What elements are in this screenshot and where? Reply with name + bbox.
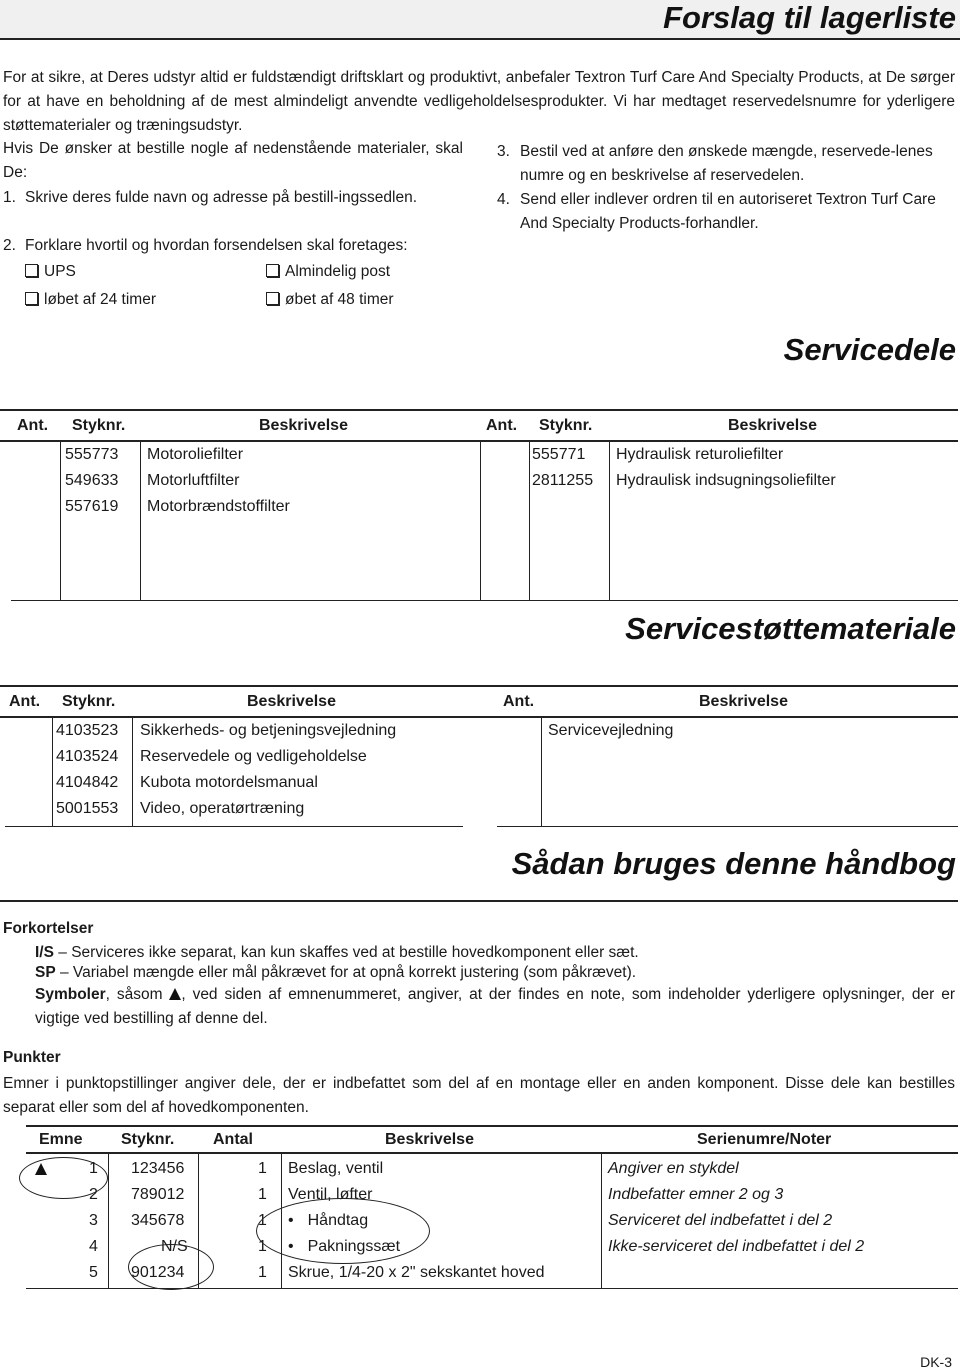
part-description: • Pakningssæt [288,1238,401,1255]
col-divider [480,441,481,601]
bullet-icon: • [288,1212,294,1229]
checkbox-icon [266,264,279,277]
table-rule-bottom [497,826,958,827]
support-heading: Servicestøttemateriale [625,611,956,646]
checkbox-icon [25,292,38,305]
col-header-styknr: Styknr. [62,693,116,710]
col-header-beskrivelse: Beskrivelse [247,693,336,710]
checkbox-icon [25,264,38,277]
callout-ellipse [19,1157,108,1199]
col-divider [601,1153,602,1289]
col-divider [52,717,53,827]
howto-heading: Sådan bruges denne håndbog [511,846,956,881]
col-divider [541,717,542,827]
abbr-is-key: I/S [35,944,54,961]
item-number: 1 [89,1160,98,1177]
intro-paragraph: For at sikre, at Deres udstyr altid er fuldstændigt driftsklart og produktivt, anbefaler Textron Turf Care And Specialty Products, at De sørger for at have en beholdning af de mest almindeligt anvendte vedligeholdelsesprodukter. Vi har medtaget reservedelsnumre for yderligere støttematerialer og træningsudstyr. [3,69,955,134]
col-header-emne: Emne [39,1131,83,1148]
option-48-timer: øbet af 48 timer [266,288,394,312]
part-number: 4104842 [56,774,119,791]
symbol-key: Symboler [35,986,106,1003]
abbr-sp-key: SP [35,964,56,981]
table-rule-header [0,716,958,718]
part-description: Beslag, ventil [288,1160,384,1177]
part-number: 789012 [131,1186,185,1203]
part-description: Servicevejledning [548,722,674,739]
serial-note: Indbefatter emner 2 og 3 [608,1186,784,1203]
quantity: 1 [258,1212,267,1229]
item-number: 3 [89,1212,98,1229]
item-number: 2 [89,1186,98,1203]
part-number: 2811255 [532,472,594,489]
abbr-sp-text: – Variabel mængde eller mål påkrævet for at opnå korrekt justering (som påkrævet). [60,964,637,981]
col-header-styknr: Styknr. [121,1131,175,1148]
col-divider [609,441,610,601]
col-header-beskrivelse: Beskrivelse [385,1131,474,1148]
callout-ellipse [128,1244,214,1290]
table-rule-bottom [11,600,958,601]
part-number: 123456 [131,1160,185,1177]
order-lead: Hvis De ønsker at bestille nogle af nedenstående materialer, skal De: [3,140,463,181]
col-header-ant: Ant. [9,693,41,710]
part-number: 549633 [65,472,119,489]
table-rule-bottom [5,826,463,827]
part-description: Skrue, 1/4-20 x 2" sekskantet hoved [288,1264,545,1281]
part-description: Hydraulisk returoliefilter [616,446,784,463]
page-number: DK-3 [920,1354,952,1370]
step3-number: 3. [497,143,510,160]
col-divider [529,441,530,601]
abbr-symbol-line: Symboler, såsom , ved siden af emnenummeret, angiver, at der findes en note, som indeholder yderligere oplysninger, der er vigtige ved bestilling af denne del. [35,986,955,1027]
serial-note: Angiver en stykdel [608,1160,739,1177]
abbr-sp-line [35,961,955,985]
triangle-icon [169,988,181,1000]
part-description: Sikkerheds- og betjeningsvejledning [140,722,397,739]
item-number: 5 [89,1264,98,1281]
step1-text: Skrive deres fulde navn og adresse på bestill-ingssedlen. [25,189,418,206]
option-ups: UPS [25,260,76,284]
part-description: Reservedele og vedligeholdelse [140,748,367,765]
part-description: Motoroliefilter [147,446,244,463]
table-rule-top [0,685,958,687]
abbreviations-title: Forkortelser [3,920,94,937]
part-number: 555771 [532,446,586,463]
option-almindelig-post: Almindelig post [266,260,390,284]
table-rule-header [26,1152,958,1154]
col-header-styknr: Styknr. [72,417,126,434]
quantity: 1 [258,1160,267,1177]
table-rule-top [26,1125,958,1127]
checkbox-icon [266,292,279,305]
col-header-beskrivelse: Beskrivelse [259,417,348,434]
bullet-icon: • [288,1238,294,1255]
col-header-ant: Ant. [503,693,535,710]
col-header-ant: Ant. [486,417,518,434]
part-description: Motorluftfilter [147,472,240,489]
quantity: 1 [258,1264,267,1281]
step4-text: Send eller indlever ordren til en autoriseret Textron Turf Care And Specialty Products-forhandler. [520,191,936,232]
part-number: 4103524 [56,748,119,765]
punkter-text: Emner i punktopstillinger angiver dele, der er indbefattet som del af en montage eller en anden komponent. Disse dele kan bestilles separat eller som del af hovedkomponenten. [3,1075,955,1116]
quantity: 1 [258,1238,267,1255]
part-description: Video, operatørtræning [140,800,305,817]
step4-number: 4. [497,191,510,208]
step2-text: Forklare hvortil og hvordan forsendelsen skal foretages: [25,237,408,254]
part-number: 557619 [65,498,119,515]
part-description: Kubota motordelsmanual [140,774,318,791]
col-header-serienumre: Serienumre/Noter [697,1131,832,1148]
part-number: 555773 [65,446,119,463]
step2-number: 2. [3,237,16,254]
part-number: N/S [161,1238,188,1255]
col-header-beskrivelse: Beskrivelse [728,417,817,434]
quantity: 1 [258,1186,267,1203]
step1-number: 1. [3,189,16,206]
col-header-ant: Ant. [17,417,49,434]
col-divider [140,441,141,601]
serial-note: Serviceret del indbefattet i del 2 [608,1212,833,1229]
table-rule-top [0,409,958,411]
part-description: Motorbrændstoffilter [147,498,290,515]
part-number: 5001553 [56,800,119,817]
part-description: Ventil, løfter [288,1186,373,1203]
item-number: 4 [89,1238,98,1255]
punkter-title: Punkter [3,1049,61,1066]
col-header-antal: Antal [213,1131,253,1148]
table-rule-header [0,440,958,442]
callout-ellipse [256,1198,430,1264]
serial-note: Ikke-serviceret del indbefattet i del 2 [608,1238,865,1255]
part-number: 345678 [131,1212,185,1229]
title-rule [0,38,960,40]
option-24-timer: løbet af 24 timer [25,288,156,312]
part-description: • Håndtag [288,1212,369,1229]
col-divider [108,1153,109,1289]
part-description: Hydraulisk indsugningsoliefilter [616,472,836,489]
col-divider [132,717,133,827]
servicedele-heading: Servicedele [783,332,956,367]
col-header-styknr: Styknr. [539,417,593,434]
part-number: 4103523 [56,722,119,739]
col-header-beskrivelse: Beskrivelse [699,693,788,710]
page-title: Forslag til lagerliste [663,0,956,35]
col-divider [60,441,61,601]
part-number: 901234 [131,1264,185,1281]
step3-text: Bestil ved at anføre den ønskede mængde, reservede-lenes numre og en beskrivelse af reservedelen. [520,143,933,184]
abbr-is-text: – Serviceres ikke separat, kan kun skaffes ved at bestille hovedkomponent eller sæt. [58,944,639,961]
section-rule [0,900,958,902]
